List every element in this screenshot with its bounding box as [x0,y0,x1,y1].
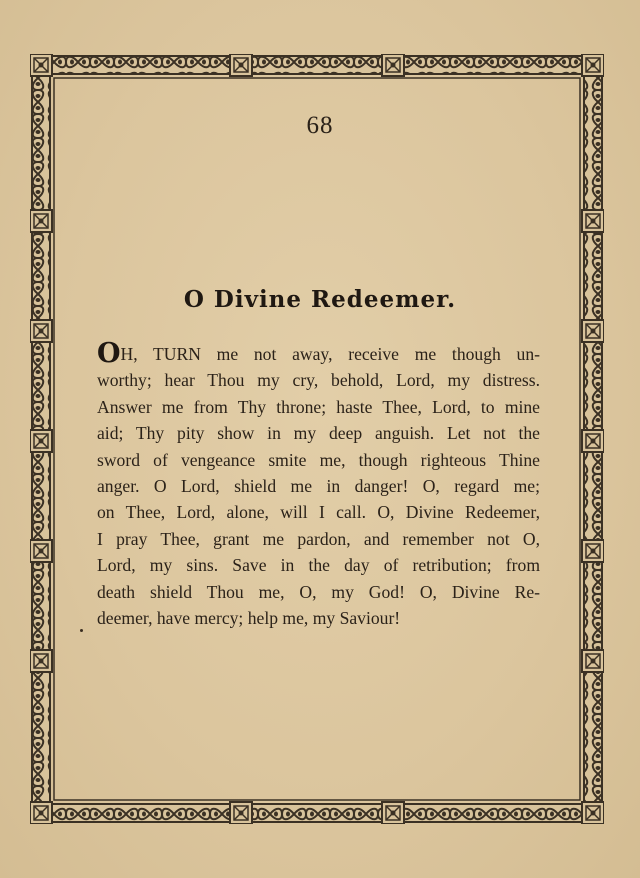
text-line-content: H, TURN me not away, receive me though un- [120,344,540,364]
text-line [97,338,540,369]
hymn-text [97,338,540,631]
text-line: on Thee, Lord, alone, will I call. O, Divine Redeemer, [97,502,540,523]
text-line: death shield Thou me, O, my God! O, Divine Re- [97,581,540,602]
page-number: 68 [306,112,334,139]
text-line: worthy; hear Thou my cry, behold, Lord, my distress. [97,370,540,391]
text-line: aid; Thy pity show in my deep anguish. Let not the [97,423,540,444]
hymn-title: O Divine Redeemer. [183,286,457,313]
text-line: sword of vengeance smite me, though righteous Thine [97,449,540,470]
text-line: deemer, have mercy; help me, my Saviour! [97,607,401,628]
text-line: Answer me from Thy throne; haste Thee, Lord, to mine [97,396,540,417]
text-line: Lord, my sins. Save in the day of retribution; from [97,555,540,576]
drop-cap: O [97,338,121,369]
text-line: I pray Thee, grant me pardon, and remember not O, [97,528,540,549]
text-line: anger. O Lord, shield me in danger! O, regard me; [97,475,540,496]
ink-speck [80,629,83,632]
